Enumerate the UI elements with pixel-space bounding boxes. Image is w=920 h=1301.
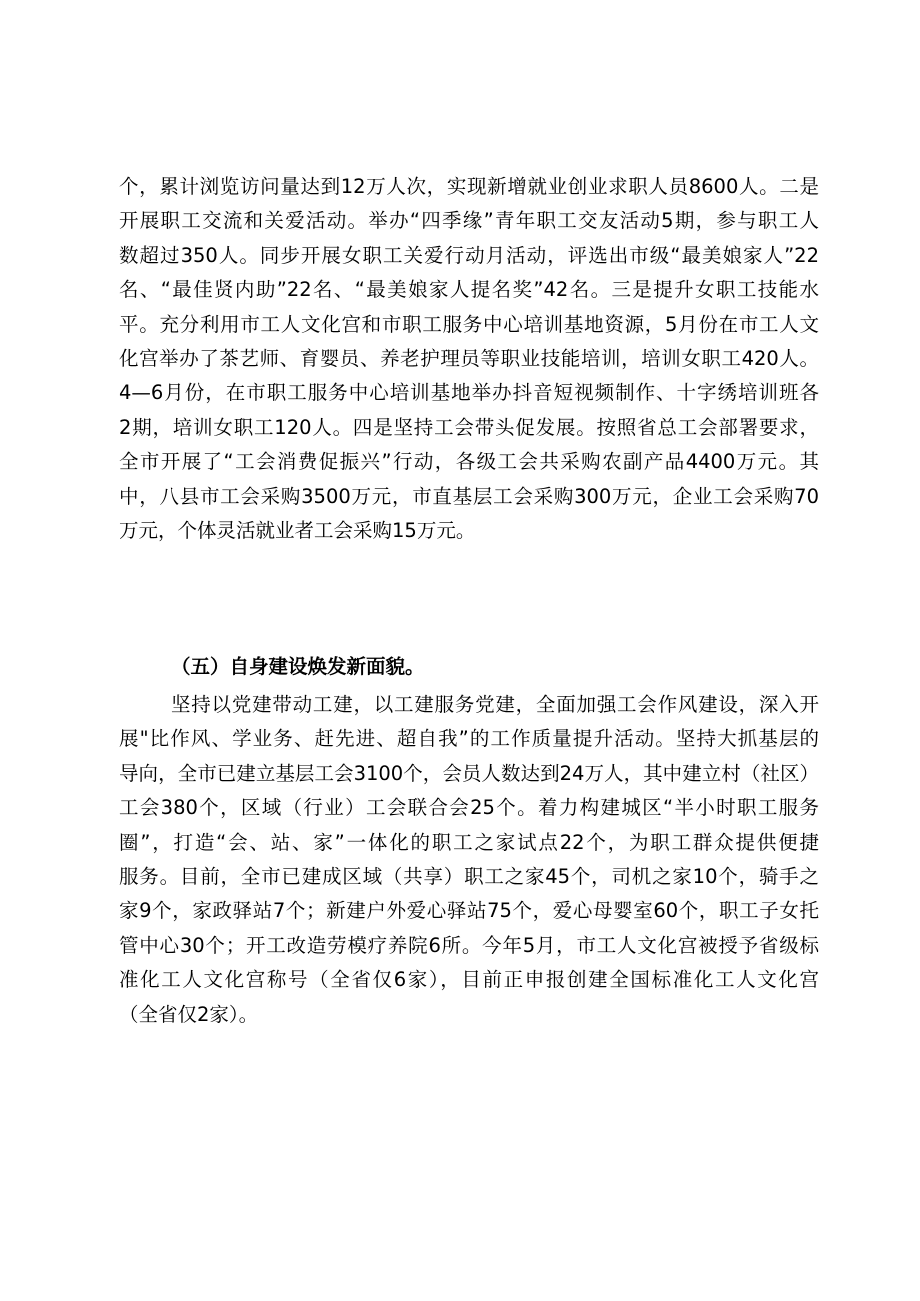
paragraph-line: 开展职工交流和关爱活动。举办“四季缘”青年职工交友活动5期，参与职工人: [119, 209, 819, 233]
paragraph-line: 中，八县市工会采购3500万元，市直基层工会采购300万元，企业工会采购70: [119, 484, 819, 508]
paragraph-line: （全省仅2家）。: [119, 1002, 259, 1026]
paragraph-line: 服务。目前，全市已建成区域（共享）职工之家45个，司机之家10个，骑手之: [119, 864, 819, 888]
continued-paragraph: [119, 170, 819, 548]
paragraph-line: 化宫举办了茶艺师、育婴员、养老护理员等职业技能培训，培训女职工420人。: [119, 346, 819, 370]
paragraph-line: 家9个，家政驿站7个；新建户外爱心驿站75个，爱心母婴室60个，职工子女托: [119, 899, 819, 923]
paragraph-line: 管中心30个；开工改造劳模疗养院6所。今年5月，市工人文化宫被授予省级标: [119, 933, 819, 957]
paragraph-line: 平。充分利用市工人文化宫和市职工服务中心培训基地资源，5月份在市工人文: [119, 312, 819, 336]
paragraph-line: 全市开展了“工会消费促振兴”行动，各级工会共采购农副产品4400万元。其: [119, 450, 819, 474]
paragraph-line: 展"比作风、学业务、赶先进、超自我”的工作质量提升活动。坚持大抓基层的: [119, 727, 819, 751]
paragraph-line: 2期，培训女职工120人。四是坚持工会带头促发展。按照省总工会部署要求，: [119, 415, 819, 439]
paragraph-line: 坚持以党建带动工建，以工建服务党建，全面加强工会作风建设，深入开: [171, 693, 819, 716]
paragraph-line: 万元，个体灵活就业者工会采购15万元。: [119, 518, 476, 542]
section-heading-block: [119, 650, 819, 684]
paragraph-line: 名、“最佳贤内助”22名、“最美娘家人提名奖”42名。三是提升女职工技能水: [119, 278, 819, 302]
paragraph-line: 准化工人文化宫称号（全省仅6家），目前正申报创建全国标准化工人文化宫: [119, 968, 819, 992]
paragraph-line: 导向，全市已建立基层工会3100个，会员人数达到24万人，其中建立村（社区）: [119, 761, 819, 785]
section-paragraph: [119, 688, 819, 1032]
paragraph-line: 工会380个，区域（行业）工会联合会25个。着力构建城区“半小时职工服务: [119, 796, 819, 820]
paragraph-line: 4—6月份，在市职工服务中心培训基地举办抖音短视频制作、十字绣培训班各: [119, 381, 819, 405]
paragraph-line: 数超过350人。同步开展女职工关爱行动月活动，评选出市级“最美娘家人”22: [119, 243, 819, 267]
paragraph-line: 个，累计浏览访问量达到12万人次，实现新增就业创业求职人员8600人。二是: [119, 175, 819, 198]
section-heading: （五）自身建设焕发新面貌。: [171, 655, 425, 678]
paragraph-line: 圈”，打造“会、站、家”一体化的职工之家试点22个，为职工群众提供便捷: [119, 830, 819, 854]
